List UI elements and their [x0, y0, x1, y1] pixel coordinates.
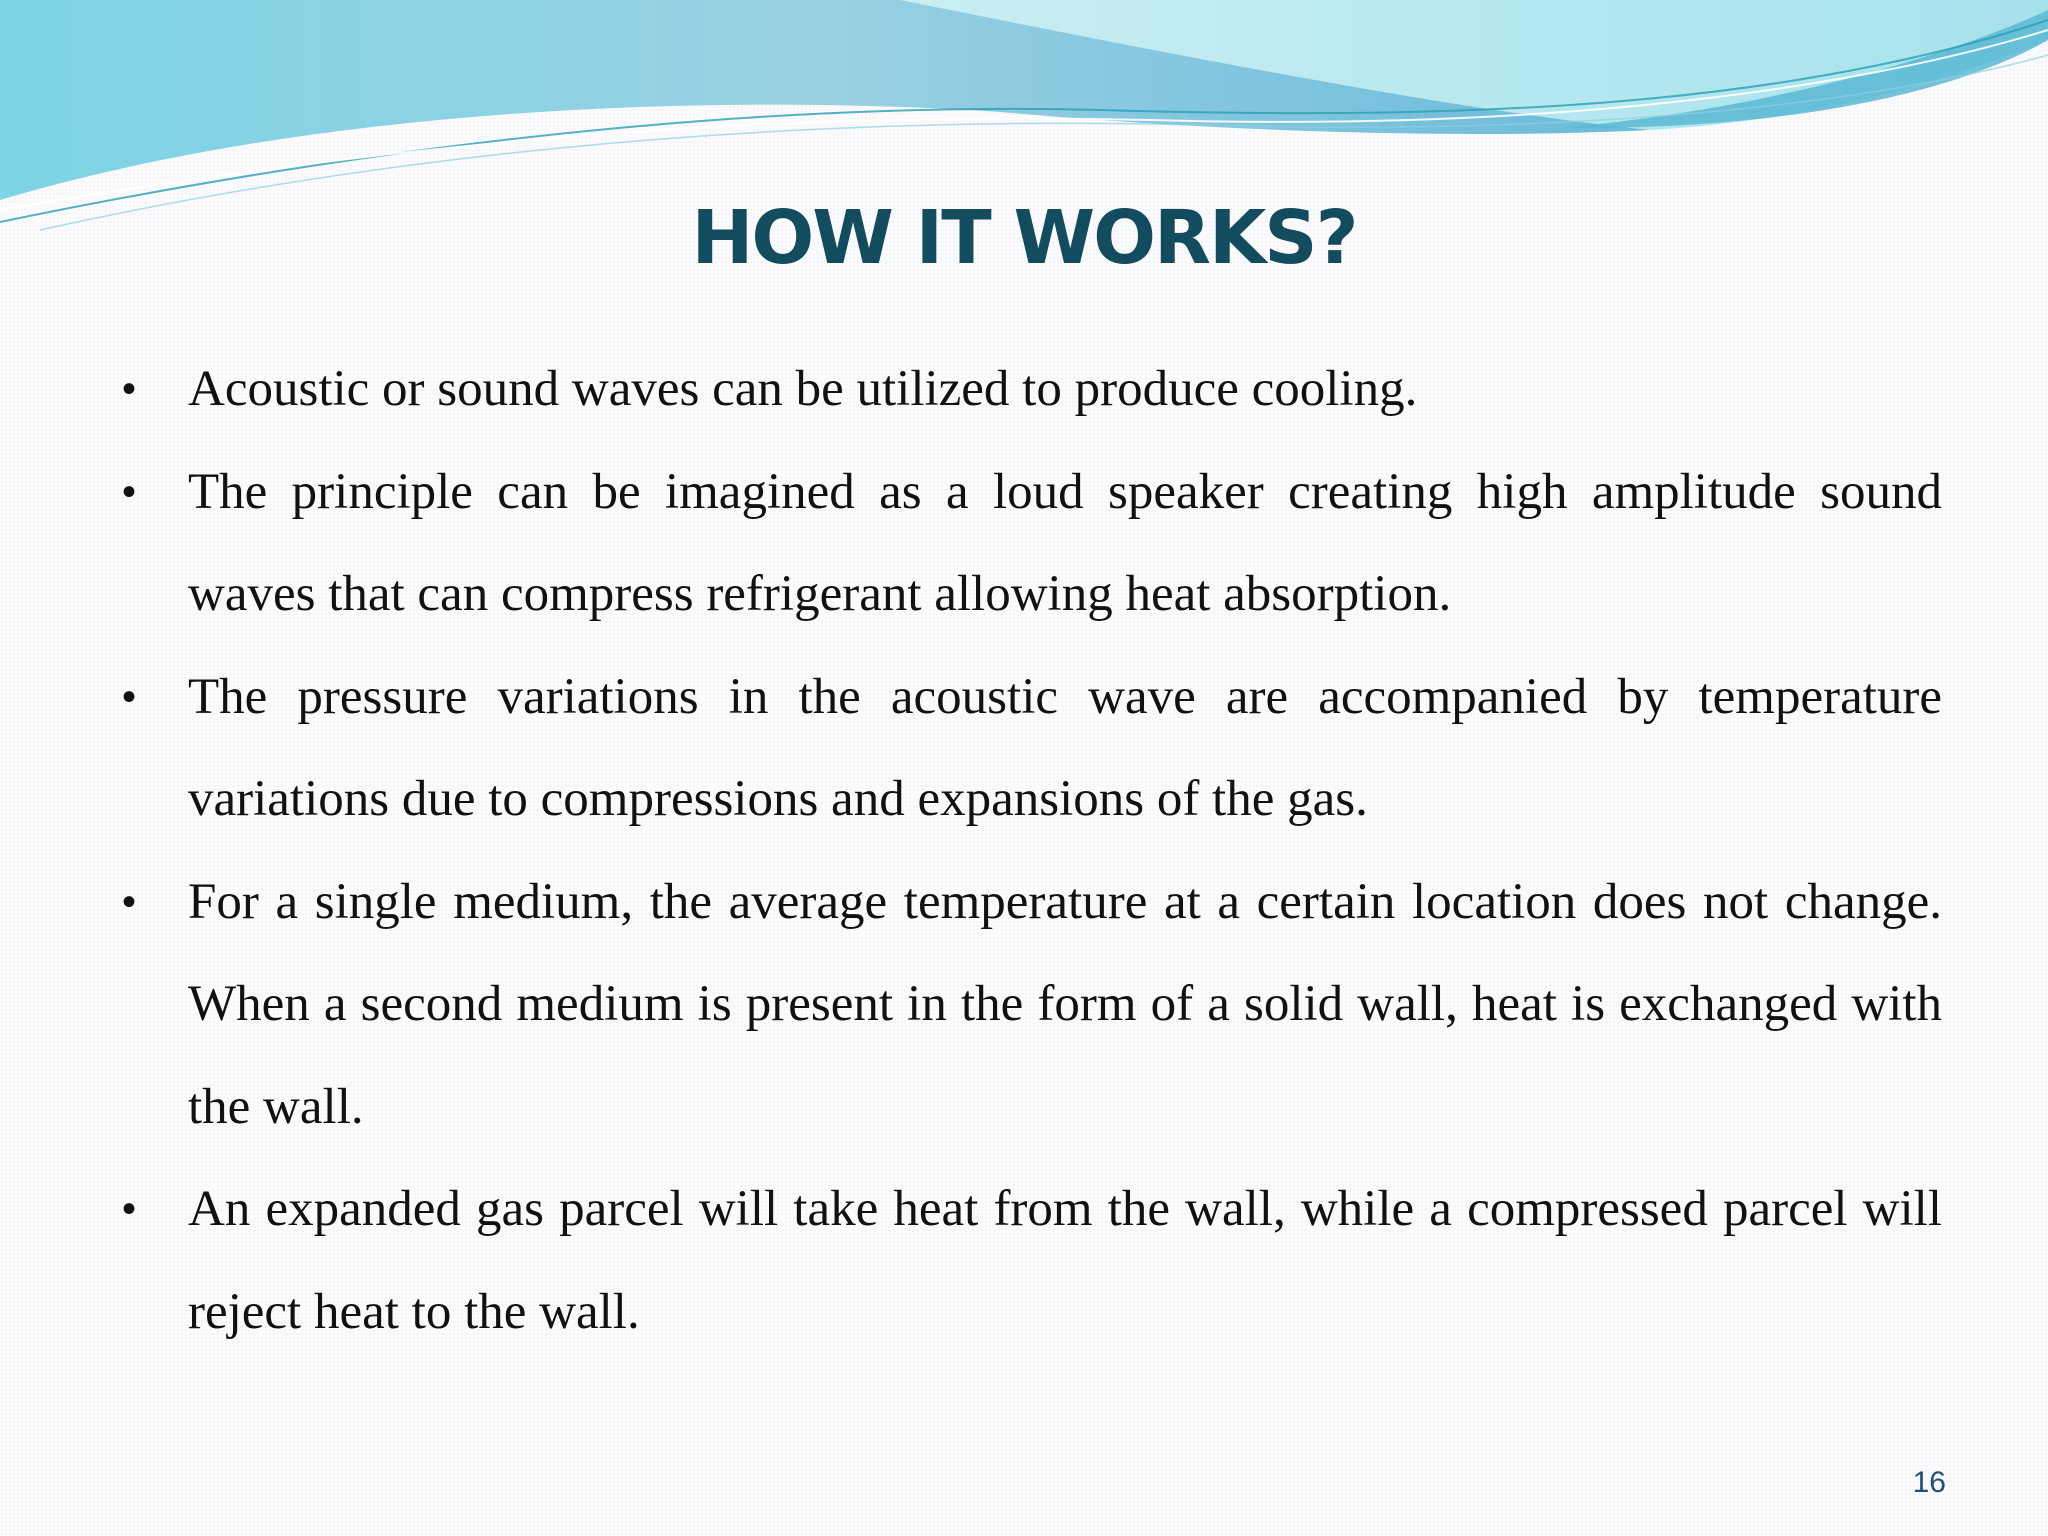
- page-number: 16: [1912, 1466, 1946, 1499]
- bullet-icon: •: [122, 674, 137, 719]
- bullet-list: [122, 338, 1942, 1363]
- bullet-item: [122, 646, 1942, 851]
- bullet-item: [122, 1158, 1942, 1363]
- bullet-text: Acoustic or sound waves can be utilized to produce cooling.: [188, 361, 1418, 417]
- bullet-icon: •: [122, 879, 137, 924]
- bullet-text: The pressure variations in the acoustic wave are accompanied by temperature variations due to compressions and expansions of the gas.: [188, 668, 1942, 827]
- bullet-text: An expanded gas parcel will take heat from the wall, while a compressed parcel will reject heat to the wall.: [188, 1181, 1942, 1340]
- bullet-item: [122, 338, 1942, 441]
- bullet-icon: •: [122, 367, 137, 411]
- bullet-text: For a single medium, the average temperature at a certain location does not change. When a second medium is present in the form of a solid wall, heat is exchanged with the wall.: [188, 873, 1942, 1135]
- slide-title: HOW IT WORKS?: [691, 195, 1357, 281]
- bullet-text: The principle can be imagined as a loud speaker creating high amplitude sound waves that can compress refrigerant allowing heat absorption.: [188, 463, 1942, 622]
- bullet-icon: •: [122, 469, 137, 514]
- bullet-item: [122, 441, 1942, 646]
- bullet-item: [122, 851, 1942, 1159]
- bullet-icon: •: [122, 1187, 137, 1231]
